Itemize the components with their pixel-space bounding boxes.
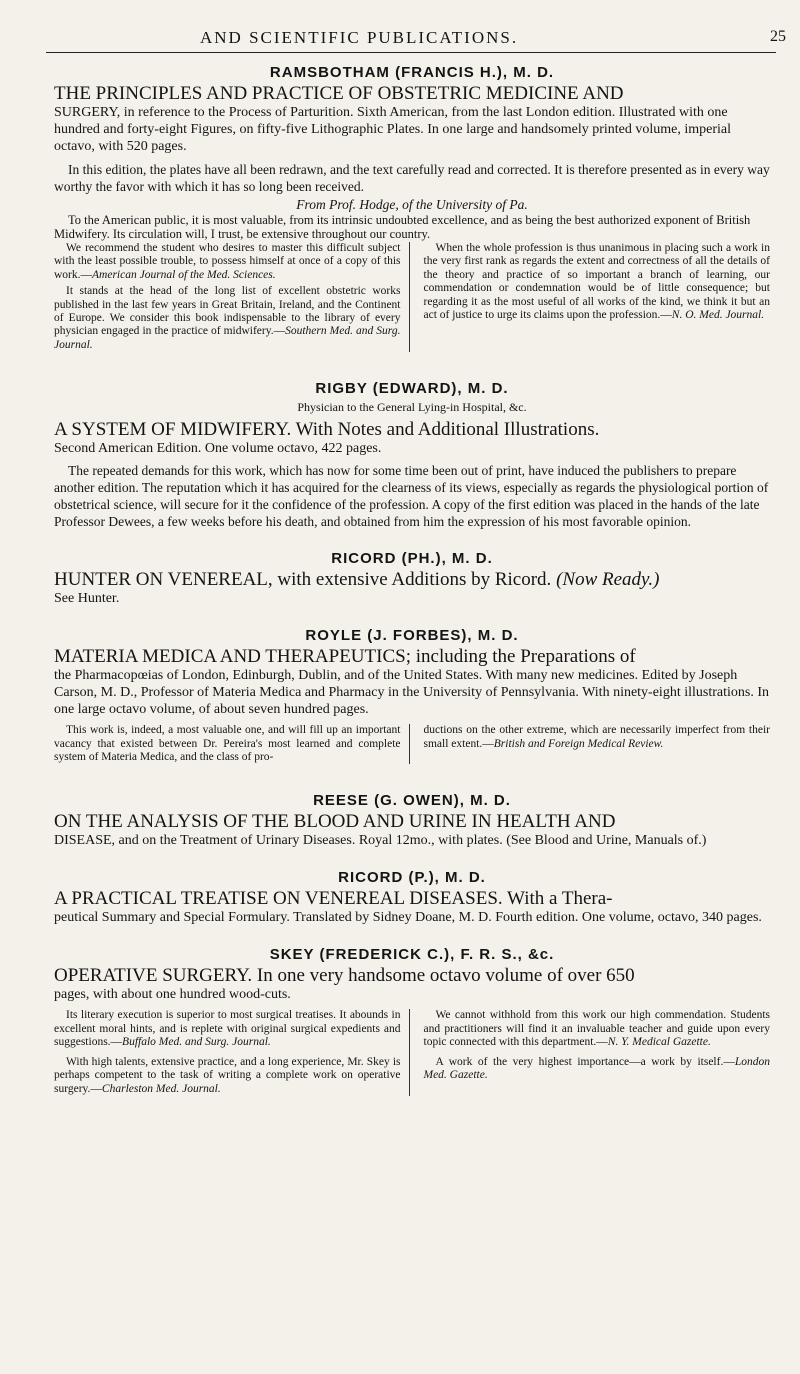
book-title: MATERIA MEDICA AND THERAPEUTICS; including the Preparations of <box>54 646 636 668</box>
review-column-left <box>54 1009 410 1095</box>
book-description: pages, with about one hundred wood-cuts. <box>54 987 291 1003</box>
entry-rigby <box>54 380 770 530</box>
notice-paragraph: The repeated demands for this work, which has now for some time been out of print, have induced the publishers to prepare another edition. The reputation which it has acquired for the clearness of its views, especially as regards the physiological portion of obstetrical science, will secure for it the confidence of the profession. A copy of the first edition was placed in the hands of the late Professor Dewees, a few weeks before his death, and obtained from him the expression of his most favorable opinion. <box>54 463 769 530</box>
review-source: Buffalo Med. and Surg. Journal. <box>122 1036 271 1049</box>
book-description: DISEASE, and on the Treatment of Urinary Diseases. Royal 12mo., with plates. (See Blood and Urine, Manuals of.) <box>54 833 707 849</box>
review-columns <box>54 724 770 764</box>
review-source: Southern Med. and Surg. Journal. <box>54 325 401 351</box>
author-heading: RICORD (PH.), M. D. <box>331 550 493 568</box>
review-source: British and Foreign Medical Review. <box>493 737 664 750</box>
running-title: AND SCIENTIFIC PUBLICATIONS. <box>200 28 519 47</box>
book-title-note: (Now Ready.) <box>556 569 660 591</box>
book-description: peutical Summary and Special Formulary. Translated by Sidney Doane, M. D. Fourth edition. One volume, octavo, 340 pages. <box>54 910 762 926</box>
review-text: Its literary execution is superior to most surgical treatises. It abounds in excellent moral hints, and is replete with original surgical expedients and suggestions.— <box>54 1009 401 1049</box>
entry-skey <box>54 946 770 1095</box>
book-description: Second American Edition. One volume octavo, 422 pages. <box>54 441 382 457</box>
author-heading: REESE (G. OWEN), M. D. <box>313 792 511 810</box>
book-title: ON THE ANALYSIS OF THE BLOOD AND URINE IN HEALTH AND <box>54 811 616 833</box>
review-text: When the whole profession is thus unanimous in placing such a work in the very first rank as regards the extent and correctness of all the details of the theory and practice of so important a branch of learning, our commendation or condemnation would be of little consequence; but regarding it as the most useful of all works of the kind, we think it but an act of justice to urge its claims upon the profession.— <box>423 242 770 322</box>
entry-ricord-hunter <box>54 550 770 607</box>
review-text: With high talents, extensive practice, and a long experience, Mr. Skey is perhaps competent to the task of writing a complete work on operative surgery.— <box>54 1055 401 1095</box>
review-column-left <box>54 242 410 352</box>
book-title <box>54 570 770 590</box>
author-heading: SKEY (FREDERICK C.), F. R. S., &c. <box>269 946 555 964</box>
book-title: A SYSTEM OF MIDWIFERY. With Notes and Additional Illustrations. <box>54 419 600 441</box>
entry-reese <box>54 792 770 849</box>
author-heading: RIGBY (EDWARD), M. D. <box>315 380 509 398</box>
review-text: This work is, indeed, a most valuable one, and will fill up an important vacancy that existed between Dr. Pereira's most learned and complete system of Materia Medica, and the class of pro- <box>54 724 401 764</box>
review-source: London Med. Gazette. <box>423 1055 770 1082</box>
review-column-right <box>424 242 771 352</box>
content <box>54 64 770 1096</box>
book-description: SURGERY, in reference to the Process of Parturition. Sixth American, from the last London edition. Illustrated with one hundred and forty-eight Figures, on fifty-five Lithographic Plates. In one large and handsomely printed volume, imperial octavo, with 520 pages. <box>54 105 732 154</box>
author-heading: RICORD (P.), M. D. <box>338 869 486 887</box>
notice-paragraph: In this edition, the plates have all been redrawn, and the text carefully read and corrected. It is therefore presented as in every way worthy the favor with which it has so long been received. <box>54 162 770 194</box>
quote-heading: From Prof. Hodge, of the University of Pa. <box>296 197 528 212</box>
review-quote <box>54 1009 401 1049</box>
review-quote <box>424 242 771 322</box>
head-rule <box>46 52 776 53</box>
review-columns <box>54 1009 770 1095</box>
book-description: See Hunter. <box>54 591 120 607</box>
review-quote <box>424 724 771 751</box>
review-text: ductions on the other extreme, which are necessarily imperfect from their small extent.— <box>423 724 770 750</box>
author-heading: ROYLE (J. FORBES), M. D. <box>305 627 519 645</box>
review-text: It stands at the head of the long list of excellent obstetric works published in the last few years in Great Britain, Ireland, and the Continent of Europe. We consider this book indispensable to the library of every physician engaged in the practice of midwifery.— <box>54 285 401 338</box>
review-quote <box>424 1056 771 1083</box>
author-heading: RAMSBOTHAM (FRANCIS H.), M. D. <box>269 64 555 81</box>
entry-ricord-venereal <box>54 869 770 926</box>
author-subtitle: Physician to the General Lying-in Hospital, &c. <box>297 400 527 415</box>
review-column-right <box>424 1009 771 1095</box>
page-number: 25 <box>770 28 786 45</box>
review-column-right <box>424 724 771 764</box>
review-source: American Journal of the Med. Sciences. <box>92 268 276 281</box>
book-title: THE PRINCIPLES AND PRACTICE OF OBSTETRIC MEDICINE AND <box>54 83 624 104</box>
book-title: OPERATIVE SURGERY. In one very handsome octavo volume of over 650 <box>54 965 635 987</box>
review-source: N. Y. Medical Gazette. <box>607 1036 711 1049</box>
review-quote <box>54 285 401 352</box>
review-quote <box>54 242 401 282</box>
entry-royle <box>54 627 770 764</box>
running-head <box>0 20 800 50</box>
book-title-text: HUNTER ON VENEREAL, with extensive Additions by Ricord. <box>54 569 552 591</box>
review-quote <box>54 724 401 764</box>
review-columns <box>54 242 770 352</box>
review-quote <box>54 1056 401 1096</box>
quote-paragraph: To the American public, it is most valuable, from its intrinsic undoubted excellence, and as being the best authorized exponent of British Midwifery. Its circulation will, I trust, be extensive throughout our country. <box>54 213 751 241</box>
book-description: the Pharmacopœias of London, Edinburgh, Dublin, and of the United States. With many new medicines. Edited by Joseph Carson, M. D., Professor of Materia Medica and Pharmacy in the University of Pennsylvania. With ninety-eight illustrations. In one large octavo volume, of about seven hundred pages. <box>54 668 769 718</box>
review-text: We cannot withhold from this work our high commendation. Students and practitioners will find it an invaluable teacher and guide upon every topic connected with this department.— <box>423 1009 770 1049</box>
book-title: A PRACTICAL TREATISE ON VENEREAL DISEASES. With a Thera- <box>54 888 613 910</box>
review-text: We recommend the student who desires to master this difficult subject with the least possible trouble, to possess himself at once of a copy of this work.— <box>54 242 401 281</box>
review-quote <box>424 1009 771 1049</box>
review-text: A work of the very highest importance—a work by itself.— <box>435 1055 735 1068</box>
review-source: N. O. Med. Journal. <box>671 309 765 322</box>
review-column-left <box>54 724 410 764</box>
entry-ramsbotham <box>54 64 770 352</box>
review-source: Charleston Med. Journal. <box>101 1082 221 1095</box>
